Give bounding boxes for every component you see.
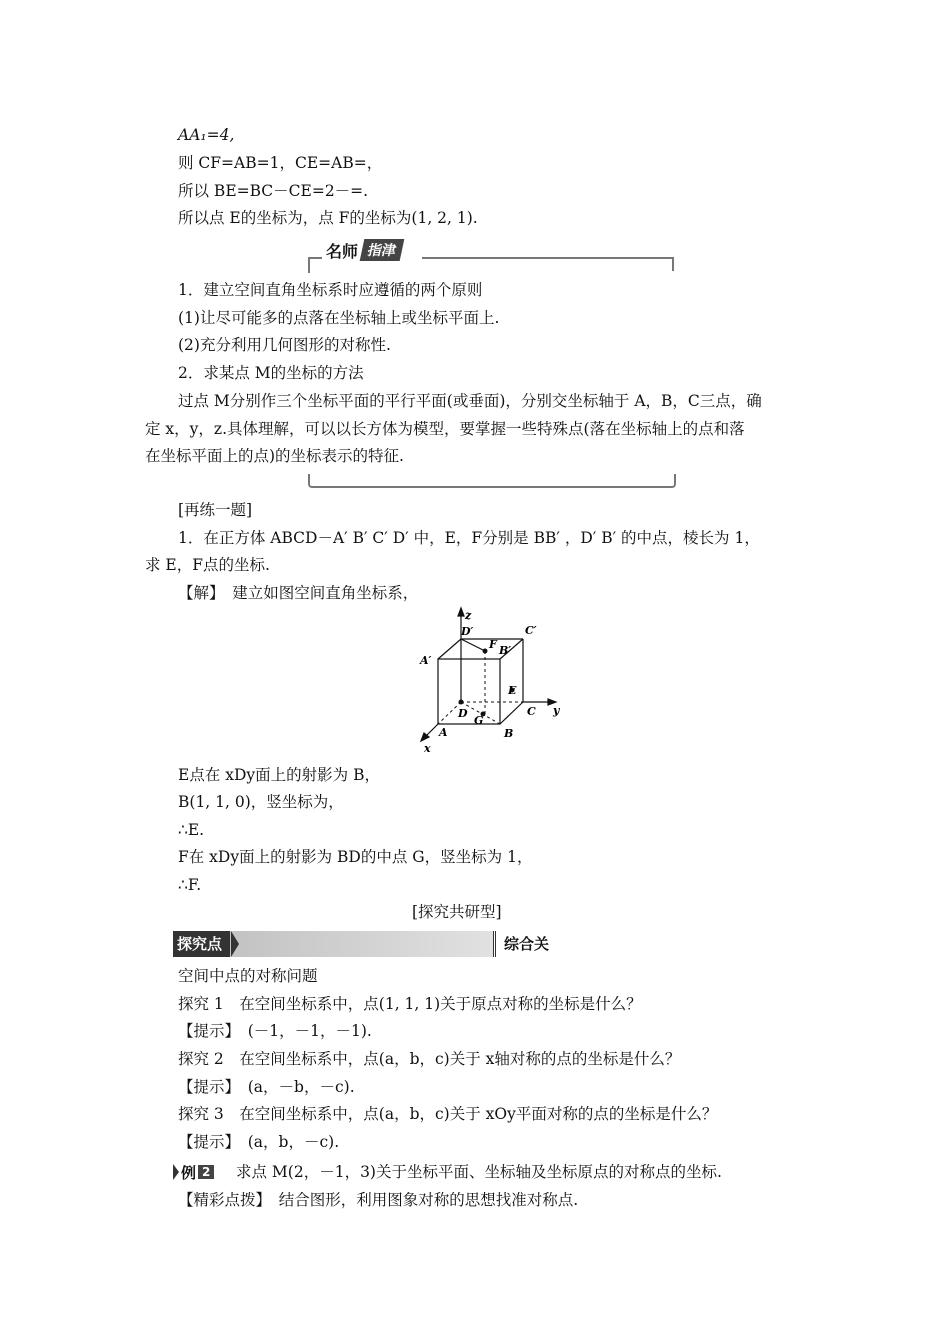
solution-s4: F在 xDy面上的射影为 BD的中点 G，竖坐标为 1，	[178, 848, 533, 866]
explore-bar-left: 探究点	[173, 931, 230, 957]
guide-title-a: 名师	[322, 239, 362, 262]
label-Bp: B′	[499, 644, 512, 657]
cube-figure	[415, 606, 575, 756]
explore-q3: 探究 3 在空间坐标系中，点(a，b，c)关于 xOy平面对称的点的坐标是什么？	[178, 1105, 718, 1123]
label-E: E	[508, 684, 517, 697]
edge-B-C	[500, 702, 523, 724]
label-Dp: D′	[461, 625, 474, 638]
guide-p6: 定 x，y，z.具体理解，可以以长方体为模型，要掌握一些特殊点(落在坐标轴上的点和落	[145, 420, 745, 438]
guide-p5: 过点 M分别作三个坐标平面的平行平面(或垂面)，分别交坐标轴于 A，B，C三点，确	[178, 392, 762, 410]
example-badge	[173, 1162, 214, 1182]
explore-q2: 探究 2 在空间坐标系中，点(a，b，c)关于 x轴对称的点的坐标是什么？	[178, 1050, 681, 1068]
example-text: 求点 M(2，－1，3)关于坐标平面、坐标轴及坐标原点的对称点的坐标.	[236, 1163, 722, 1181]
label-A: A	[439, 726, 448, 739]
edge-Ap-Dp	[438, 639, 461, 659]
guide-p1: 1．建立空间直角坐标系时应遵循的两个原则	[178, 281, 483, 299]
solution-s3: ∴E.	[178, 821, 205, 839]
explore-topic: 空间中点的对称问题	[178, 967, 318, 985]
example-badge-number: 2	[198, 1165, 214, 1179]
label-B: B	[504, 727, 514, 740]
label-Ap: A′	[420, 654, 432, 667]
practice-solution: 【解】 建立如图空间直角坐标系，	[178, 584, 419, 602]
solution-line-2: 则 CF=AB=1，CE=AB=，	[178, 154, 383, 172]
segment-Dp-F	[461, 639, 485, 651]
label-D: D	[458, 707, 468, 720]
example-badge-word: 例	[181, 1163, 197, 1182]
explore-a2: 【提示】 (a，－b，－c).	[178, 1078, 355, 1096]
practice-q1: 1．在正方体 ABCD－A′ B′ C′ D′ 中，E，F分别是 BB′ ，D′ B′ 的中点，棱长为 1，	[178, 529, 760, 547]
example-tip: 【精彩点拨】 结合图形，利用图象对称的思想找准对称点.	[178, 1191, 579, 1209]
solution-line-3: 所以 BE=BC－CE=2－=.	[178, 182, 369, 200]
solution-s1: E点在 xDy面上的射影为 B，	[178, 766, 380, 784]
guide-p2: (1)让尽可能多的点落在坐标轴上或坐标平面上.	[178, 309, 500, 327]
label-x: x	[424, 742, 431, 755]
solution-line-4: 所以点 E的坐标为，点 F的坐标为(1, 2, 1).	[178, 209, 478, 227]
guide-p3: (2)充分利用几何图形的对称性.	[178, 336, 391, 354]
practice-q2: 求 E，F点的坐标.	[145, 556, 270, 574]
z-arrow	[458, 608, 464, 616]
explore-a1: 【提示】 (－1，－1，－1).	[178, 1022, 372, 1040]
label-C: C	[527, 705, 536, 718]
label-z: z	[465, 609, 472, 622]
explore-q1: 探究 1 在空间坐标系中，点(1, 1, 1)关于原点对称的坐标是什么？	[178, 995, 642, 1013]
front-face	[438, 659, 500, 724]
label-y: y	[553, 704, 560, 717]
explore-heading: [探究共研型]	[412, 903, 502, 921]
solution-s5: ∴F.	[178, 876, 202, 894]
point-F	[483, 649, 488, 654]
label-G: G	[474, 714, 484, 727]
guide-badge	[322, 239, 402, 261]
guide-p7: 在坐标平面上的点)的坐标表示的特征.	[145, 447, 404, 465]
explore-bar	[173, 931, 553, 957]
guide-p4: 2．求某点 M的坐标的方法	[178, 364, 364, 382]
explore-bar-right: 综合关	[493, 931, 553, 957]
solution-s2: B(1, 1, 0)，竖坐标为，	[178, 793, 344, 811]
explore-a3: 【提示】 (a，b，－c).	[178, 1133, 340, 1151]
guide-title-b: 指津	[360, 239, 405, 261]
practice-heading: [再练一题]	[178, 501, 253, 519]
label-F: F	[489, 638, 497, 651]
solution-line-1: AA₁=4,	[178, 126, 235, 144]
point-D	[459, 700, 464, 705]
label-Cp: C′	[525, 624, 537, 637]
